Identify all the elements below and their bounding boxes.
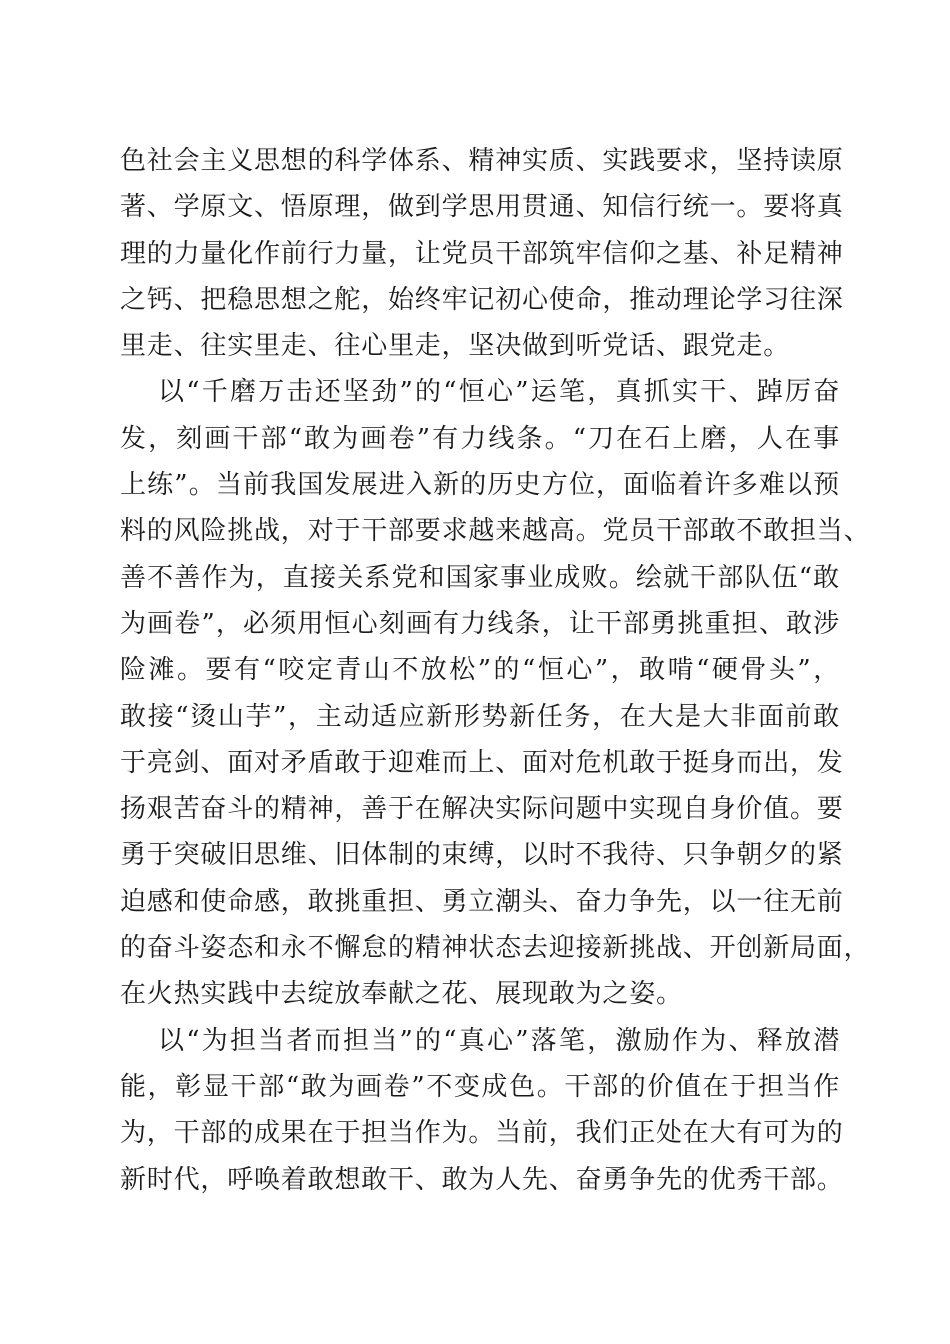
text-line: 为画卷”，必须用恒心刻画有力线条，让干部勇挑重担、敢涉 xyxy=(120,608,840,639)
text-line: 扬艰苦奋斗的精神，善于在解决实际问题中实现自身价值。要 xyxy=(120,794,844,825)
text-line: 之钙、把稳思想之舵，始终牢记初心使命，推动理论学习往深 xyxy=(120,284,844,315)
text-line: 里走、往实里走、往心里走，坚决做到听党话、跟党走。 xyxy=(120,331,791,362)
text-line: 发，刻画干部“敢为画卷”有力线条。“刀在石上磨，人在事 xyxy=(120,423,840,454)
text-line: 在火热实践中去绽放奉献之花、展现敢为之姿。 xyxy=(120,979,683,1010)
paragraph-start-line: 以“为担当者而担当”的“真心”落笔，激励作为、释放潜 xyxy=(158,1025,840,1056)
text-line: 勇于突破旧思维、旧体制的束缚，以时不我待、只争朝夕的紧 xyxy=(120,840,844,871)
text-line: 善不善作为，直接关系党和国家事业成败。绘就干部队伍“敢 xyxy=(120,562,840,593)
text-line: 为，干部的成果在于担当作为。当前，我们正处在大有可为的 xyxy=(120,1118,844,1149)
text-line: 料的风险挑战，对于干部要求越来越高。党员干部敢不敢担当、 xyxy=(120,516,871,547)
text-line: 险滩。要有“咬定青山不放松”的“恒心”，敢啃“硬骨头”， xyxy=(120,655,840,686)
paragraph-start-line: 以“千磨万击还坚劲”的“恒心”运笔，真抓实干、踔厉奋 xyxy=(158,377,840,408)
text-line: 色社会主义思想的科学体系、精神实质、实践要求，坚持读原 xyxy=(120,146,844,176)
text-line: 迫感和使命感，敢挑重担、勇立潮头、奋力争先，以一往无前 xyxy=(120,886,844,917)
text-line: 上练”。当前我国发展进入新的历史方位，面临着许多难以预 xyxy=(120,470,840,501)
text-line: 敢接“烫山芋”，主动适应新形势新任务，在大是大非面前敢 xyxy=(120,701,840,732)
text-line: 的奋斗姿态和永不懈怠的精神状态去迎接新挑战、开创新局面， xyxy=(120,933,871,964)
text-line: 著、学原文、悟原理，做到学思用贯通、知信行统一。要将真 xyxy=(120,192,844,223)
text-line: 于亮剑、面对矛盾敢于迎难而上、面对危机敢于挺身而出，发 xyxy=(120,747,844,778)
text-line: 理的力量化作前行力量，让党员干部筑牢信仰之基、补足精神 xyxy=(120,238,844,269)
text-line: 能，彰显干部“敢为画卷”不变成色。干部的价值在于担当作 xyxy=(120,1071,840,1102)
body-text xyxy=(120,138,871,1203)
text-line: 新时代，呼唤着敢想敢干、敢为人先、奋勇争先的优秀干部。 xyxy=(120,1164,844,1195)
